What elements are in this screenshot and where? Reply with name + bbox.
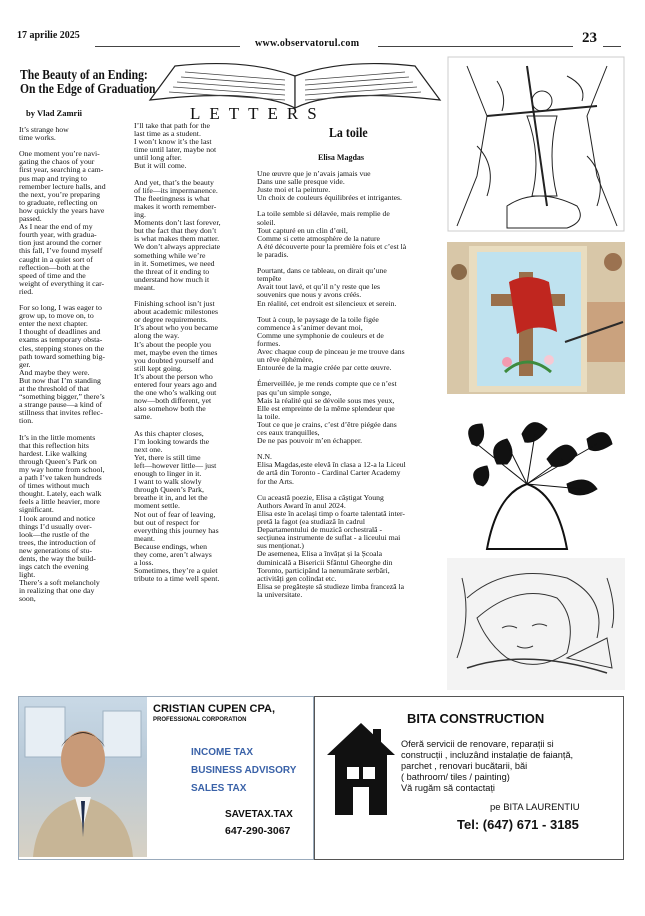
advertiser-website[interactable]: SAVETAX.TAX	[225, 809, 293, 820]
advertiser-phone: 647-290-3067	[225, 825, 291, 837]
service-item: SALES TAX	[191, 783, 247, 794]
poem-text: Une œuvre que je n’avais jamais vue Dans une salle presque vide. Juste moi et la peinture. Un choix de couleurs équilibrées et intrigantes. La toile semble si délavée, mais remplie de soleil. Tout capturé en un clin d’œil, Comme si cette atmosphère de la nature A été découverte pour la première fois et c’est là le paradis. Pourtant, dans ce tableau, on dirait qu’une tempête Avait tout lavé, et qu’il n’y reste que les souvenirs que nous y avons créés. En réalité, cet endroit est silencieux et serein. Tout à coup, le paysage de la toile figée commence à s’animer devant moi, Comme une symphonie de couleurs et de formes. Avec chaque coup de pinceau je me trouve dans un rêve éphémère, Entourée de la magie créée par cette œuvre. Émerveillée, je me rends compte que ce n’est pas qu’un simple songe, Mais la réalité qui se dévoile sous mes yeux, Elle est empreinte de la même splendeur que la toile. Tout ce que je crains, c’est d’être piégée dans ces eaux tranquilles, De ne pas pouvoir m’en échapper. N.N. Elisa Magdas,este elevă în clasa a 12-a la Liceul de artă din Toronto - Cardinal Carter Academy for the Arts. Cu această poezie, Elisa a câștigat Young Authors Award în anul 2024. Elisa este în același timp o foarte talentată inter- pretă la fagot (ea studiază în cadrul Departamentului de muzică orchestrală - secțiunea instrumente de suflat - a liceului mai sus menționat.) De asemenea, Elisa a învățat și la Școala duminicală a Bisericii Sfântul Gheorghe din Toronto, participând la nenumărate serbări, activități gen colindat etc. Elisa se pregătește să studieze limba franceză la la universitate.	[257, 169, 407, 599]
advertiser-photo	[19, 697, 147, 857]
article-author: by Vlad Zamrii	[26, 108, 83, 118]
poem-title: La toile	[329, 126, 368, 141]
house-tools-icon	[323, 715, 397, 825]
services-description: Oferă servicii de renovare, reparații si construcții , incluzând instalație de faianță, parchet , renovari bucătarii, băi ( bathroom/ tiles / painting) Vă rugăm să contactați	[401, 739, 574, 793]
header-rule	[603, 46, 621, 47]
advertiser-subtitle: PROFESSIONAL CORPORATION	[153, 717, 247, 723]
article-title-line: The Beauty of an Ending:	[20, 67, 148, 82]
issue-date: 17 aprilie 2025	[17, 30, 80, 41]
letters-heading: LETTERS	[190, 104, 326, 123]
article-column-2: I’ll take that path for the last time as a student. I won’t know it’s the last time until later, maybe not until long after. But it will come. And yet, that’s the beauty of life—its impermanence. The fleetingness is what makes it worth remember- ing. Moments don’t last forever, but the fact that they don’t is what makes them matter. We don’t always appreciate something while we’re in it. Sometimes, we need the threat of it ending to understand how much it meant. Finishing school isn’t just about academic milestones or degree requirements. It’s about who you became along the way. It’s about the people you met, maybe even the times you doubted yourself and still kept going. It’s about the person who entered four years ago and the one who’s walking out now—both different, yet also somehow both the same. As this chapter closes, I’m looking towards the next one. Yet, there is still time left—however little— just enough to linger in it. I want to walk slowly through Queen’s Park, breathe it in, and let the moment settle. Not out of fear of leaving, but out of respect for everything this journey has meant. Because endings, when they come, aren’t always a loss. Sometimes, they’re a quiet tribute to a time well spent.	[134, 121, 221, 584]
advertiser-name: CRISTIAN CUPEN CPA,	[153, 703, 276, 715]
article-title	[20, 67, 156, 96]
site-url[interactable]: www.observatorul.com	[255, 38, 360, 49]
poem-author: Elisa Magdas	[318, 153, 365, 162]
service-item: INCOME TAX	[191, 747, 254, 758]
bita-construction-ad[interactable]	[314, 696, 624, 860]
contact-phone: Tel: (647) 671 - 3185	[457, 817, 579, 832]
page-number: 23	[582, 30, 597, 46]
contact-name: pe BITA LAURENTIU	[490, 802, 580, 813]
cross-painting-photo	[447, 242, 625, 394]
service-item: BUSINESS ADVISORY	[191, 765, 297, 776]
cupen-cpa-ad[interactable]	[18, 696, 314, 860]
sleeping-girl-drawing	[447, 558, 625, 690]
article-title-line: On the Edge of Graduation	[20, 81, 156, 96]
header-rule	[95, 46, 240, 47]
company-name: BITA CONSTRUCTION	[407, 711, 545, 726]
header-rule	[378, 46, 573, 47]
flower-bouquet-drawing	[447, 404, 625, 554]
article-column-1: It’s strange how time works. One moment you’re navi- gating the chaos of your first year, searching a cam- pus map and trying to remember lecture halls, and the next, you’re preparing to graduate, reflecting on how quickly the years have passed. As I near the end of my fourth year, with gradua- tion just around the corner this fall, I’ve found myself caught in a quiet sort of reflection—both at the speed of time and the weight of everything it car- ried. For so long, I was eager to grow up, to move on, to enter the next chapter. I thought of deadlines and exams as temporary obsta- cles, stepping stones on the path toward something big- ger. And maybe they were. But now that I’m standing at the threshold of that “something bigger,” there’s a strange pause—a kind of stillness that invites reflec- tion. It’s in the little moments that this reflection hits hardest. Like walking through Queen’s Park on my way home from school, a path I’ve taken hundreds of times without much thought. Lately, each walk feels a little heavier, more significant. I look around and notice things I’d usually over- look—the rustle of the trees, the introduction of new generations of stu- dents, the way the build- ings catch the evening light. There’s a soft melancholy in realizing that one day soon,	[19, 125, 106, 604]
resurrection-drawing	[447, 56, 625, 232]
